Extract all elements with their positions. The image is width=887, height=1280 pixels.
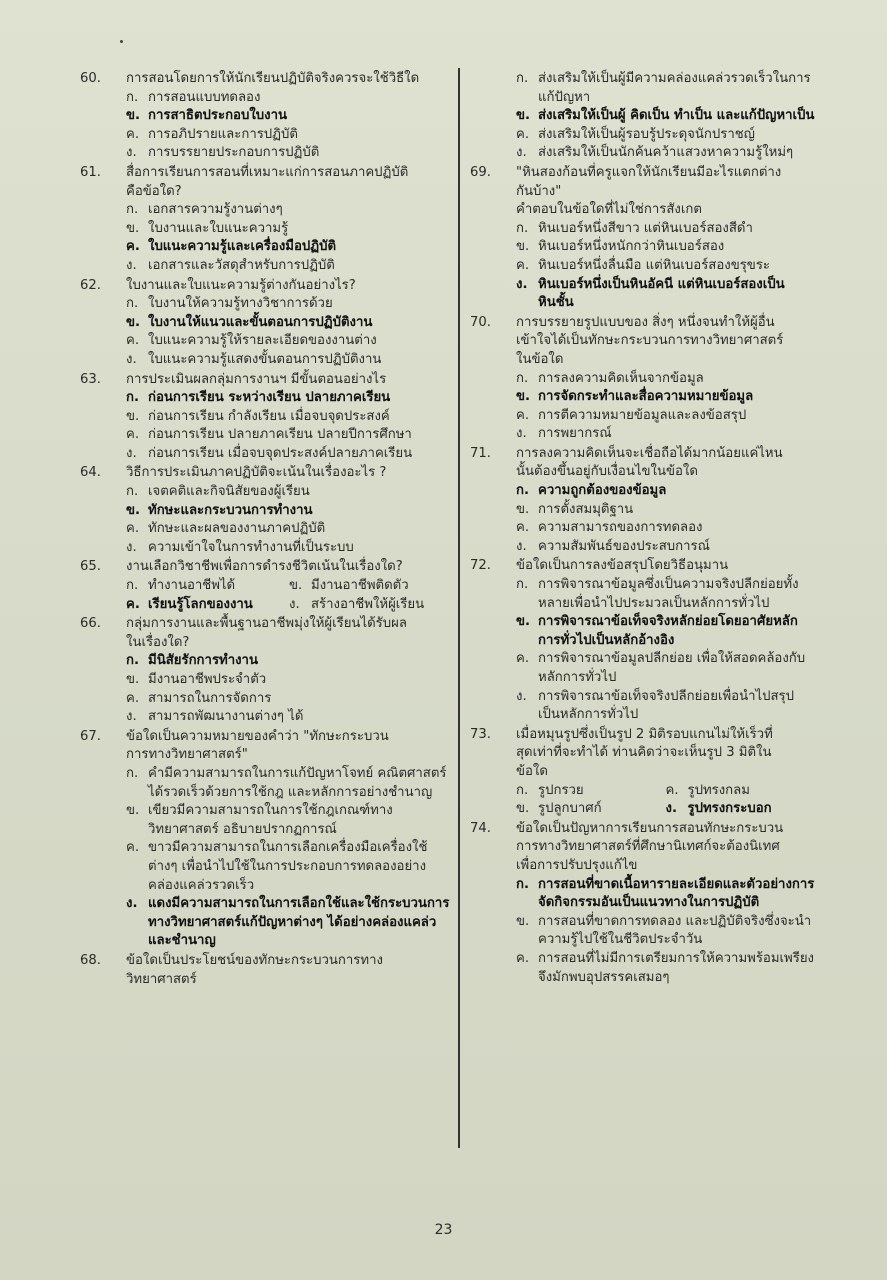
option-label: ข. — [516, 614, 531, 630]
option-text: การจัดกระทำและสื่อความหมายข้อมูล — [538, 389, 754, 405]
answer-option — [126, 839, 452, 895]
option-text: ใบงานและใบแนะความรู้ — [148, 220, 289, 236]
question-line — [80, 746, 452, 765]
question-number: 70. — [470, 314, 491, 330]
question-line — [470, 744, 815, 763]
question-line — [80, 164, 452, 183]
option-label: ก. — [126, 296, 139, 312]
answer-options — [470, 576, 815, 725]
question-line — [80, 70, 452, 89]
question-text: งานเลือกวิชาชีพเพื่อการดำรงชีวิตเน้นในเรื่องใด? — [126, 559, 403, 575]
question-text: การประเมินผลกลุ่มการงานฯ มีขั้นตอนอย่างไร — [126, 371, 387, 387]
option-text: ทำงานอาชีพได้ — [148, 578, 236, 594]
question-text: วิทยาศาสตร์ — [126, 971, 197, 987]
option-label: ค. — [126, 690, 140, 706]
option-text: ใบแนะความรู้ให้รายละเอียดของงานต่าง — [148, 333, 377, 349]
answer-option-correct — [126, 596, 289, 615]
question-text: เมื่อหมุนรูปซึ่งเป็นรูป 2 มิติรอบแกนไม่ให้เร็วที่ — [516, 726, 773, 742]
answer-option-correct — [516, 876, 815, 913]
question-text: ข้อใด — [516, 763, 548, 779]
answer-option-correct — [126, 502, 452, 521]
option-label: ง. — [126, 445, 137, 461]
option-label: ค. — [516, 651, 530, 667]
option-text: รูปลูกบาศก์ — [538, 801, 602, 817]
answer-options — [80, 765, 452, 951]
option-label: ง. — [126, 351, 137, 367]
option-label: ค. — [126, 333, 140, 349]
question-block — [470, 820, 815, 987]
question-line — [80, 183, 452, 202]
answer-options — [80, 652, 452, 726]
question-line — [80, 634, 452, 653]
answer-option — [516, 782, 666, 801]
question-block — [470, 164, 815, 313]
answer-option — [126, 708, 452, 727]
option-label: ก. — [516, 577, 529, 593]
option-label: ค. — [516, 257, 530, 273]
option-label: ข. — [126, 108, 141, 124]
answer-option — [516, 576, 815, 613]
answer-option — [126, 577, 289, 596]
option-label: ข. — [516, 913, 530, 929]
option-label: ข. — [126, 672, 140, 687]
question-number: 62. — [80, 277, 101, 293]
answer-option — [516, 950, 815, 987]
answer-option — [126, 802, 452, 839]
question-block — [470, 314, 815, 444]
answer-option-correct — [666, 800, 816, 819]
answer-option — [516, 144, 815, 163]
option-label: ง. — [289, 596, 300, 612]
option-text: การลงความคิดเห็นจากข้อมูล — [538, 370, 704, 386]
question-text: การสอนโดยการให้นักเรียนปฏิบัติจริงควรจะใช้วิธีใด — [126, 71, 420, 86]
question-block — [470, 70, 815, 163]
option-label: ง. — [516, 145, 527, 161]
answer-option — [516, 650, 815, 687]
answer-option-correct — [126, 238, 452, 257]
option-label: ก. — [126, 653, 139, 669]
answer-option — [516, 370, 815, 389]
answer-option — [126, 351, 452, 370]
question-text: ในข้อใด — [516, 351, 564, 367]
answer-option — [516, 425, 815, 444]
question-line — [80, 952, 452, 971]
option-text: เอกสารความรู้งานต่างๆ — [148, 202, 283, 218]
option-label: ค. — [665, 782, 679, 798]
answer-option — [516, 257, 815, 276]
question-number: 66. — [80, 616, 101, 632]
option-label: ข. — [126, 408, 140, 424]
answer-option — [516, 538, 815, 557]
question-line — [470, 332, 815, 351]
question-block — [470, 445, 815, 557]
option-label: ก. — [126, 89, 139, 105]
question-line — [80, 277, 452, 296]
option-label: ค. — [516, 126, 530, 142]
answer-option — [289, 577, 452, 596]
option-label: ก. — [516, 782, 529, 798]
option-label: ก. — [516, 71, 529, 86]
option-label: ง. — [126, 896, 138, 912]
option-label: ก. — [516, 220, 529, 236]
option-label: ค. — [126, 239, 140, 255]
option-text: การพิจารณาข้อเท็จจริงหลักย่อยโดยอาศัยหลักการทั่วไปเป็นหลักอ้างอิง — [538, 614, 798, 648]
option-label: ง. — [126, 145, 137, 161]
option-label: ง. — [126, 709, 137, 725]
option-text: มีงานอาชีพติดตัว — [311, 578, 409, 594]
question-number: 69. — [470, 164, 491, 180]
answer-option-row — [126, 577, 452, 596]
option-text: การสอนที่ขาดเนื้อหารายละเอียดและตัวอย่างการจัดกิจกรรมอันเป็นแนวทางในการปฏิบัติ — [538, 876, 815, 911]
question-text: "หินสองก้อนที่ครูแจกให้นักเรียนมีอะไรแตกต่าง — [516, 164, 782, 180]
question-block — [80, 277, 452, 370]
option-text: ส่งเสริมให้เป็นนักค้นคว้าแสวงหาความรู้ใหม่ๆ — [538, 145, 794, 161]
option-text: การสอนที่ไม่มีการเตรียมการให้ความพร้อมเพรียง จึงมักพบอุปสรรคเสมอๆ — [538, 950, 814, 985]
question-block — [80, 728, 452, 951]
question-text: กันบ้าง" — [516, 183, 562, 199]
question-number: 60. — [80, 71, 101, 86]
option-text: มีนิสัยรักการทำงาน — [148, 653, 258, 669]
option-text: แดงมีความสามารถในการเลือกใช้และใช้กระบวนการทางวิทยาศาสตร์แก้ปัญหาต่างๆ ได้อย่างคล่องแคล่วและชำนาญ — [148, 896, 450, 949]
option-label: ข. — [126, 314, 141, 330]
question-line — [470, 557, 815, 576]
question-line — [80, 971, 452, 990]
option-label: ง. — [126, 539, 137, 555]
question-block — [80, 164, 452, 276]
option-label: ค. — [126, 126, 140, 142]
question-block — [470, 726, 815, 819]
question-text: ในเรื่องใด? — [126, 634, 190, 650]
question-line — [470, 201, 815, 220]
option-label: ก. — [126, 765, 139, 781]
question-number: 67. — [80, 728, 101, 744]
option-text: หินเบอร์หนึ่งลื่นมือ แต่หินเบอร์สองขรุขระ — [538, 257, 770, 273]
question-number: 73. — [470, 726, 491, 742]
answer-option — [126, 445, 452, 464]
option-label: ค. — [516, 950, 530, 966]
question-text: คำตอบในข้อใดที่ไม่ใช่การสังเกต — [516, 202, 702, 218]
question-line — [80, 558, 452, 577]
question-line — [470, 857, 815, 876]
option-label: ก. — [126, 390, 139, 406]
option-label: ข. — [126, 220, 140, 236]
answer-option — [126, 257, 452, 276]
option-label: ง. — [665, 801, 677, 817]
option-text: การอภิปรายและการปฏิบัติ — [148, 126, 298, 142]
option-label: ง. — [516, 426, 527, 442]
question-line — [470, 445, 815, 464]
answer-option — [516, 913, 815, 950]
option-label: ข. — [516, 801, 530, 817]
question-number: 63. — [80, 371, 101, 387]
option-text: เรียนรู้โลกของงาน — [148, 596, 253, 612]
question-number: 74. — [470, 820, 491, 836]
option-text: ทักษะและกระบวนการทำงาน — [148, 502, 313, 518]
question-text: สุดเท่าที่จะทำได้ ท่านคิดว่าจะเห็นรูป 3 มิติใน — [516, 745, 772, 761]
option-label: ข. — [516, 389, 531, 405]
answer-options — [80, 577, 452, 614]
option-text: ความสามารถของการทดลอง — [538, 520, 703, 536]
answer-option — [126, 483, 452, 502]
option-label: ก. — [516, 876, 529, 892]
answer-option — [126, 126, 452, 145]
option-text: ใบงานให้แนวและขั้นตอนการปฏิบัติงาน — [148, 314, 373, 330]
question-line — [470, 314, 815, 333]
answer-option-correct — [516, 482, 815, 501]
question-block — [80, 464, 452, 557]
option-text: การตีความหมายข้อมูลและลงข้อสรุป — [538, 407, 747, 423]
question-line — [80, 464, 452, 483]
question-line — [80, 371, 452, 390]
question-line — [470, 726, 815, 745]
option-text: เขียวมีความสามารถในการใช้กฎเกณฑ์ทางวิทยาศาสตร์ อธิบายปรากฏการณ์ — [148, 803, 393, 837]
question-number: 64. — [80, 465, 101, 481]
option-label: ค. — [516, 520, 530, 536]
question-text: ข้อใดเป็นประโยชน์ของทักษะกระบวนการทาง — [126, 952, 383, 968]
option-text: ใบแนะความรู้และเครื่องมือปฏิบัติ — [148, 239, 337, 255]
answer-option — [126, 408, 452, 427]
question-text: นั้นต้องขึ้นอยู่กับเงื่อนไขในข้อใด — [516, 464, 698, 480]
answer-option — [126, 89, 452, 108]
answer-option — [126, 426, 452, 445]
option-text: คำมีความสามารถในการแก้ปัญหาโจทย์ คณิตศาสตร์ได้รวดเร็วด้วยการใช้กฎ และหลักการอย่างชำนาญ — [148, 765, 447, 800]
option-text: เอกสารและวัสดุสำหรับการปฏิบัติ — [148, 257, 335, 273]
option-text: ใบแนะความรู้แสดงขั้นตอนการปฏิบัติงาน — [148, 351, 382, 367]
option-label: ข. — [516, 108, 531, 124]
answer-option-correct — [126, 652, 452, 671]
option-label: ค. — [126, 427, 140, 443]
answer-option — [289, 596, 452, 615]
right-column — [470, 70, 815, 988]
option-text: ความถูกต้องของข้อมูล — [538, 483, 667, 499]
question-number: 71. — [470, 445, 491, 461]
option-text: ความเข้าใจในการทำงานที่เป็นระบบ — [148, 539, 354, 555]
option-text: การตั้งสมมุติฐาน — [538, 501, 634, 517]
question-line — [470, 820, 815, 839]
option-text: หินเบอร์หนึ่งหนักกว่าหินเบอร์สอง — [538, 239, 725, 255]
option-label: ก. — [516, 370, 529, 386]
option-text: ขาวมีความสามารถในการเลือกเครื่องมือเครื่องใช้ต่างๆ เพื่อนำไปใช้ในการประกอบการทดลองอย่างคล่องแคล่วรวดเร็ว — [148, 840, 428, 893]
column-divider — [458, 68, 460, 1148]
option-label: ก. — [516, 483, 529, 499]
answer-option — [516, 688, 815, 725]
option-text: หินเบอร์หนึ่งสีขาว แต่หินเบอร์สองสีดำ — [538, 220, 753, 236]
answer-options — [80, 295, 452, 369]
question-line — [80, 615, 452, 634]
option-label: ข. — [126, 803, 140, 819]
option-text: เจตคติและกิจนิสัยของผู้เรียน — [148, 484, 310, 500]
answer-option — [126, 539, 452, 558]
question-block — [80, 615, 452, 727]
question-block — [80, 371, 452, 464]
answer-option — [126, 220, 452, 239]
answer-options — [470, 220, 815, 313]
question-text: วิธีการประเมินภาคปฏิบัติจะเน้นในเรื่องอะไร ? — [126, 465, 387, 481]
question-line — [470, 838, 815, 857]
question-text: การทางวิทยาศาสตร์ที่ศึกษานิเทศก์จะต้องนิเทศ — [516, 839, 780, 855]
question-block — [470, 557, 815, 724]
question-block — [80, 558, 452, 614]
option-label: ง. — [516, 538, 527, 554]
question-line — [470, 164, 815, 183]
question-number: 61. — [80, 164, 101, 180]
answer-option-correct — [126, 107, 452, 126]
answer-option — [126, 144, 452, 163]
option-text: ส่งเสริมให้เป็นผู้รอบรู้ประดุจนักปราชญ์ — [538, 126, 755, 142]
answer-option-correct — [126, 895, 452, 951]
question-block — [80, 952, 452, 989]
option-label: ข. — [516, 501, 530, 517]
option-text: รูปทรงกระบอก — [687, 801, 772, 817]
answer-options — [470, 482, 815, 556]
question-text: เข้าใจได้เป็นทักษะกระบวนการทางวิทยาศาสตร์ — [516, 333, 784, 349]
option-text: รูปทรงกลม — [687, 782, 750, 798]
answer-options — [470, 876, 815, 988]
question-line — [470, 183, 815, 202]
question-text: การทางวิทยาศาสตร์" — [126, 747, 248, 763]
option-text: สามารถพัฒนางานต่างๆ ได้ — [148, 709, 304, 725]
option-text: ก่อนการเรียน เมื่อจบจุดประสงค์ปลายภาคเรียน — [148, 445, 413, 461]
page-speck — [120, 40, 123, 43]
option-text: ทักษะและผลของงานภาคปฏิบัติ — [148, 521, 326, 537]
option-text: ความสัมพันธ์ของประสบการณ์ — [538, 538, 710, 554]
option-text: สามารถในการจัดการ — [148, 690, 272, 706]
option-label: ง. — [516, 688, 527, 704]
answer-options — [80, 201, 452, 275]
option-text: การพิจารณาข้อมูลซึ่งเป็นความจริงปลีกย่อยทั้งหลายเพื่อนำไปประมวลเป็นหลักการทั่วไป — [538, 577, 799, 611]
answer-option — [516, 407, 815, 426]
question-line — [80, 728, 452, 747]
answer-option — [126, 295, 452, 314]
option-text: การพิจารณาข้อเท็จจริงปลีกย่อยเพื่อนำไปสรุปเป็นหลักการทั่วไป — [538, 688, 794, 723]
option-label: ค. — [126, 596, 140, 612]
answer-options — [80, 389, 452, 463]
option-label: ค. — [126, 840, 140, 856]
option-label: ก. — [126, 578, 139, 594]
answer-option — [516, 501, 815, 520]
answer-option — [126, 520, 452, 539]
page-number: 23 — [434, 1222, 453, 1238]
answer-options — [470, 370, 815, 444]
answer-option-row — [516, 782, 815, 801]
option-text: การบรรยายประกอบการปฏิบัติ — [148, 145, 320, 161]
answer-option-row — [516, 800, 815, 819]
option-label: ข. — [126, 502, 141, 518]
question-text: กลุ่มการงานและพื้นฐานอาชีพมุ่งให้ผู้เรียนได้รับผล — [126, 616, 407, 632]
question-text: ใบงานและใบแนะความรู้ต่างกันอย่างไร? — [126, 277, 356, 293]
answer-option-correct — [516, 107, 815, 126]
answer-option — [516, 220, 815, 239]
answer-option — [516, 519, 815, 538]
answer-option — [126, 765, 452, 802]
question-line — [470, 463, 815, 482]
option-text: ส่งเสริมให้เป็นผู้มีความคล่องแคล่วรวดเร็วในการแก้ปัญหา — [538, 71, 811, 105]
option-text: ใบงานให้ความรู้ทางวิชาการด้วย — [148, 296, 333, 312]
question-text: การลงความคิดเห็นจะเชื่อถือได้มากน้อยแค่ไหน — [516, 445, 783, 461]
option-text: ก่อนการเรียน ระหว่างเรียน ปลายภาคเรียน — [148, 390, 391, 406]
answer-option — [126, 671, 452, 690]
question-text: การบรรยายรูปแบบของ สิ่งๆ หนึ่งจนทำให้ผู้อื่น — [516, 314, 775, 330]
question-text: ข้อใดเป็นการลงข้อสรุปโดยวิธีอนุมาน — [516, 558, 729, 574]
option-label: ค. — [516, 407, 530, 423]
answer-option-correct — [516, 613, 815, 650]
answer-option — [516, 238, 815, 257]
option-text: การพิจารณาข้อมูลปลีกย่อย เพื่อให้สอดคล้องกับหลักการทั่วไป — [538, 651, 806, 685]
option-text: การสอนที่ขาดการทดลอง และปฏิบัติจริงซึ่งจะนำความรู้ไปใช้ในชีวิตประจำวัน — [538, 913, 812, 948]
option-text: หินเบอร์หนึ่งเป็นหินอัคนี แต่หินเบอร์สองเป็นหินชั้น — [538, 276, 785, 311]
option-label: ง. — [126, 257, 137, 273]
question-text: สื่อการเรียนการสอนที่เหมาะแก่การสอนภาคปฏิบัติ — [126, 164, 409, 180]
answer-option — [666, 782, 816, 801]
option-text: ก่อนการเรียน ปลายภาคเรียน ปลายปีการศึกษา — [148, 427, 412, 443]
question-text: เพื่อการปรับปรุงแก้ไข — [516, 857, 638, 873]
answer-option — [516, 126, 815, 145]
option-text: ส่งเสริมให้เป็นผู้ คิดเป็น ทำเป็น และแก้ปัญหาเป็น — [538, 108, 815, 124]
option-label: ข. — [289, 578, 303, 594]
question-number: 68. — [80, 952, 101, 968]
option-text: การสาธิตประกอบใบงาน — [148, 108, 288, 124]
answer-option — [126, 332, 452, 351]
question-text: คือข้อใด? — [126, 183, 182, 199]
answer-options — [80, 89, 452, 163]
option-text: ก่อนการเรียน กำลังเรียน เมื่อจบจุดประสงค์ — [148, 408, 390, 424]
answer-option — [126, 201, 452, 220]
answer-option — [126, 690, 452, 709]
option-text: มีงานอาชีพประจำตัว — [148, 672, 267, 687]
question-line — [470, 351, 815, 370]
answer-option-correct — [516, 276, 815, 313]
question-block — [80, 70, 452, 163]
answer-option-row — [126, 596, 452, 615]
answer-option-correct — [126, 389, 452, 408]
option-text: การพยากรณ์ — [538, 426, 612, 442]
left-column — [80, 70, 452, 990]
question-number: 72. — [470, 558, 491, 574]
option-label: ค. — [126, 521, 140, 537]
option-text: รูปกรวย — [538, 782, 584, 798]
option-label: ข. — [516, 239, 530, 255]
answer-options — [470, 70, 815, 163]
answer-option — [516, 70, 815, 107]
answer-option-correct — [516, 388, 815, 407]
answer-option-correct — [126, 314, 452, 333]
question-line — [470, 763, 815, 782]
question-number: 65. — [80, 559, 101, 575]
answer-option — [516, 800, 666, 819]
option-text: สร้างอาชีพให้ผู้เรียน — [311, 596, 425, 612]
option-label: ง. — [516, 276, 528, 292]
answer-options — [470, 782, 815, 819]
answer-options — [80, 483, 452, 557]
option-text: การสอนแบบทดลอง — [148, 89, 261, 105]
option-label: ก. — [126, 202, 139, 218]
question-text: ข้อใดเป็นปัญหาการเรียนการสอนทักษะกระบวน — [516, 820, 784, 836]
question-text: ข้อใดเป็นความหมายของคำว่า "ทักษะกระบวน — [126, 728, 389, 744]
option-label: ก. — [126, 484, 139, 500]
